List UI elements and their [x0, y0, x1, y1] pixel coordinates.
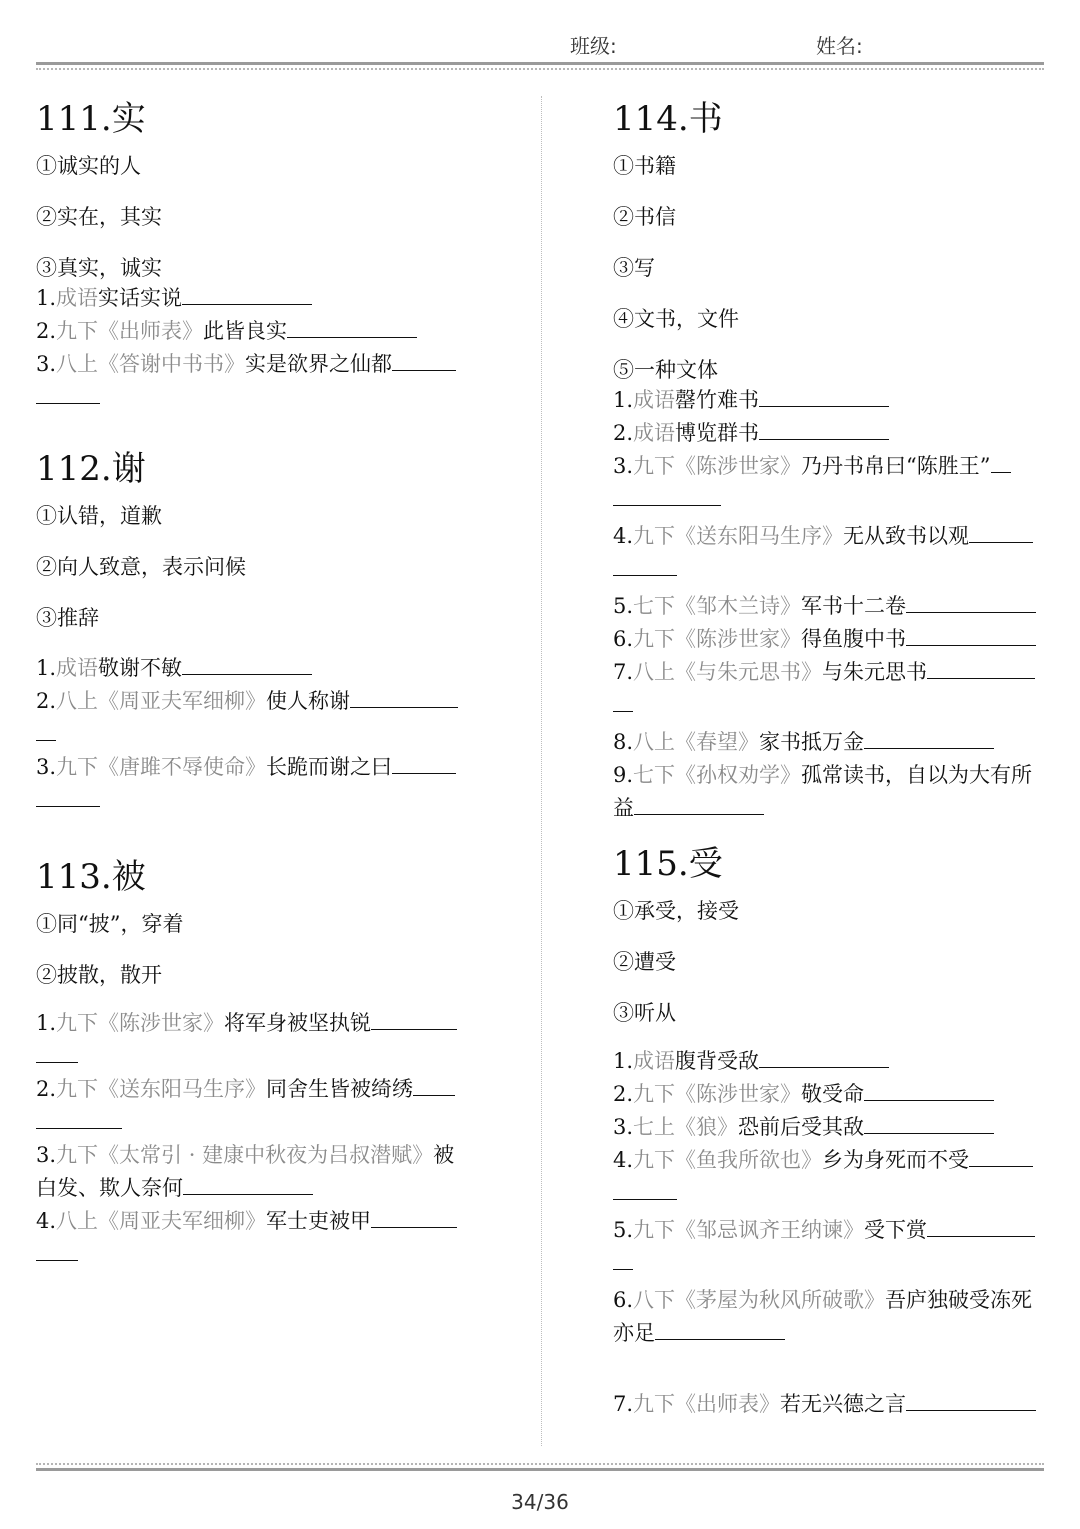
- example-item: 1.成语敬谢不敏: [36, 652, 472, 685]
- answer-blank[interactable]: [613, 1179, 677, 1200]
- example-item: 1.成语罄竹难书: [613, 384, 1049, 417]
- meaning-item: ②遭受: [613, 950, 676, 974]
- example-item: 4.九下《送东阳马生序》无从致书以观: [613, 520, 1049, 586]
- example-item: 5.九下《邹忌讽齐王纳谏》受下赏: [613, 1214, 1049, 1280]
- page-number: 34/36: [511, 1490, 569, 1514]
- example-item: 7.九下《出师表》若无兴德之言: [613, 1388, 1049, 1421]
- answer-blank[interactable]: [864, 728, 994, 749]
- example-item: 3.八上《答谢中书书》实是欲界之仙都: [36, 348, 472, 414]
- section-title: 113.被: [36, 857, 146, 897]
- answer-blank[interactable]: [655, 1319, 785, 1340]
- example-item: 2.八上《周亚夫军细柳》使人称谢: [36, 685, 472, 751]
- answer-blank[interactable]: [371, 1207, 457, 1228]
- answer-blank[interactable]: [613, 555, 677, 576]
- example-item: 2.九下《出师表》此皆良实: [36, 315, 472, 348]
- answer-blank[interactable]: [613, 1249, 633, 1270]
- answer-blank[interactable]: [759, 386, 889, 407]
- meaning-item: ②书信: [613, 205, 676, 229]
- meaning-item: ①认错，道歉: [36, 504, 162, 528]
- answer-blank[interactable]: [927, 658, 1035, 679]
- example-item: 2.九下《陈涉世家》敬受命: [613, 1078, 1049, 1111]
- example-item: 8.八上《春望》家书抵万金: [613, 726, 1049, 759]
- meaning-item: ①诚实的人: [36, 154, 141, 178]
- answer-blank[interactable]: [36, 1240, 78, 1261]
- answer-blank[interactable]: [36, 383, 100, 404]
- answer-blank[interactable]: [182, 284, 312, 305]
- meaning-item: ②披散，散开: [36, 963, 162, 987]
- section-shou: [613, 841, 1049, 1421]
- answer-blank[interactable]: [36, 1042, 78, 1063]
- meaning-item: ③真实，诚实: [36, 256, 162, 280]
- answer-blank[interactable]: [864, 1113, 994, 1134]
- answer-blank[interactable]: [350, 687, 458, 708]
- section-shi: [36, 96, 472, 446]
- answer-blank[interactable]: [991, 452, 1011, 473]
- section-title: 111.实: [36, 99, 146, 139]
- class-label: 班级:: [570, 34, 617, 58]
- meaning-item: ②实在，其实: [36, 205, 162, 229]
- example-item: 9.七下《孙权劝学》孤常读书，自以为大有所益: [613, 763, 1033, 820]
- right-column: [613, 96, 1049, 1421]
- answer-blank[interactable]: [182, 654, 312, 675]
- answer-blank[interactable]: [906, 592, 1036, 613]
- example-item: 3.九下《唐雎不辱使命》长跪而谢之曰: [36, 751, 472, 817]
- answer-blank[interactable]: [613, 691, 633, 712]
- meaning-item: ③听从: [613, 1001, 676, 1025]
- answer-blank[interactable]: [634, 794, 764, 815]
- name-label: 姓名:: [816, 34, 863, 58]
- example-item: 4.九下《鱼我所欲也》乡为身死而不受: [613, 1144, 1049, 1210]
- answer-blank[interactable]: [864, 1080, 994, 1101]
- example-item: 7.八上《与朱元思书》与朱元思书: [613, 656, 1049, 722]
- example-item: 3.九下《太常引 · 建康中秋夜为吕叔潜赋》被白发、欺人奈何: [36, 1143, 455, 1200]
- answer-blank[interactable]: [906, 625, 1036, 646]
- section-title: 114.书: [613, 99, 723, 139]
- answer-blank[interactable]: [371, 1009, 457, 1030]
- answer-blank[interactable]: [36, 1108, 122, 1129]
- meaning-item: ②向人致意，表示问候: [36, 555, 246, 579]
- answer-blank[interactable]: [287, 317, 417, 338]
- answer-blank[interactable]: [413, 1075, 455, 1096]
- meaning-item: ⑤一种文体: [613, 358, 718, 382]
- meaning-item: ①同“披”，穿着: [36, 912, 184, 936]
- example-item: 3.七上《狼》恐前后受其敌: [613, 1111, 1049, 1144]
- example-item: 1.成语实话实说: [36, 282, 472, 315]
- example-item: 1.九下《陈涉世家》将军身被坚执锐: [36, 1007, 472, 1073]
- answer-blank[interactable]: [927, 1216, 1035, 1237]
- example-item: 6.八下《茅屋为秋风所破歌》吾庐独破受冻死亦足: [613, 1288, 1033, 1345]
- answer-blank[interactable]: [36, 720, 56, 741]
- section-title: 112.谢: [36, 449, 146, 489]
- answer-blank[interactable]: [906, 1390, 1036, 1411]
- answer-blank[interactable]: [613, 485, 721, 506]
- answer-blank[interactable]: [759, 419, 889, 440]
- meaning-item: ③推辞: [36, 606, 99, 630]
- example-item: 2.九下《送东阳马生序》同舍生皆被绮绣: [36, 1073, 472, 1139]
- answer-blank[interactable]: [969, 522, 1033, 543]
- left-column: [36, 96, 472, 1271]
- header-rule: [36, 62, 1044, 70]
- answer-blank[interactable]: [392, 350, 456, 371]
- example-item: 6.九下《陈涉世家》得鱼腹中书: [613, 623, 1049, 656]
- answer-blank[interactable]: [969, 1146, 1033, 1167]
- example-item: 1.成语腹背受敌: [613, 1045, 1049, 1078]
- meaning-item: ③写: [613, 256, 655, 280]
- section-xie: [36, 446, 472, 854]
- section-bei: [36, 854, 472, 1271]
- column-divider: [541, 96, 542, 1446]
- meaning-item: ④文书，文件: [613, 307, 739, 331]
- answer-blank[interactable]: [759, 1047, 889, 1068]
- meaning-item: ①书籍: [613, 154, 676, 178]
- page-header: [0, 0, 1080, 62]
- example-item: 2.成语博览群书: [613, 417, 1049, 450]
- example-item: 3.九下《陈涉世家》乃丹书帛曰“陈胜王”: [613, 450, 1049, 516]
- section-shu: [613, 96, 1049, 841]
- meaning-item: ①承受，接受: [613, 899, 739, 923]
- section-title: 115.受: [613, 844, 723, 884]
- footer-rule: [36, 1460, 1044, 1471]
- answer-blank[interactable]: [392, 753, 456, 774]
- answer-blank[interactable]: [36, 786, 100, 807]
- example-item: 5.七下《邹木兰诗》军书十二卷: [613, 590, 1049, 623]
- example-item: 4.八上《周亚夫军细柳》军士吏被甲: [36, 1205, 472, 1271]
- answer-blank[interactable]: [183, 1174, 313, 1195]
